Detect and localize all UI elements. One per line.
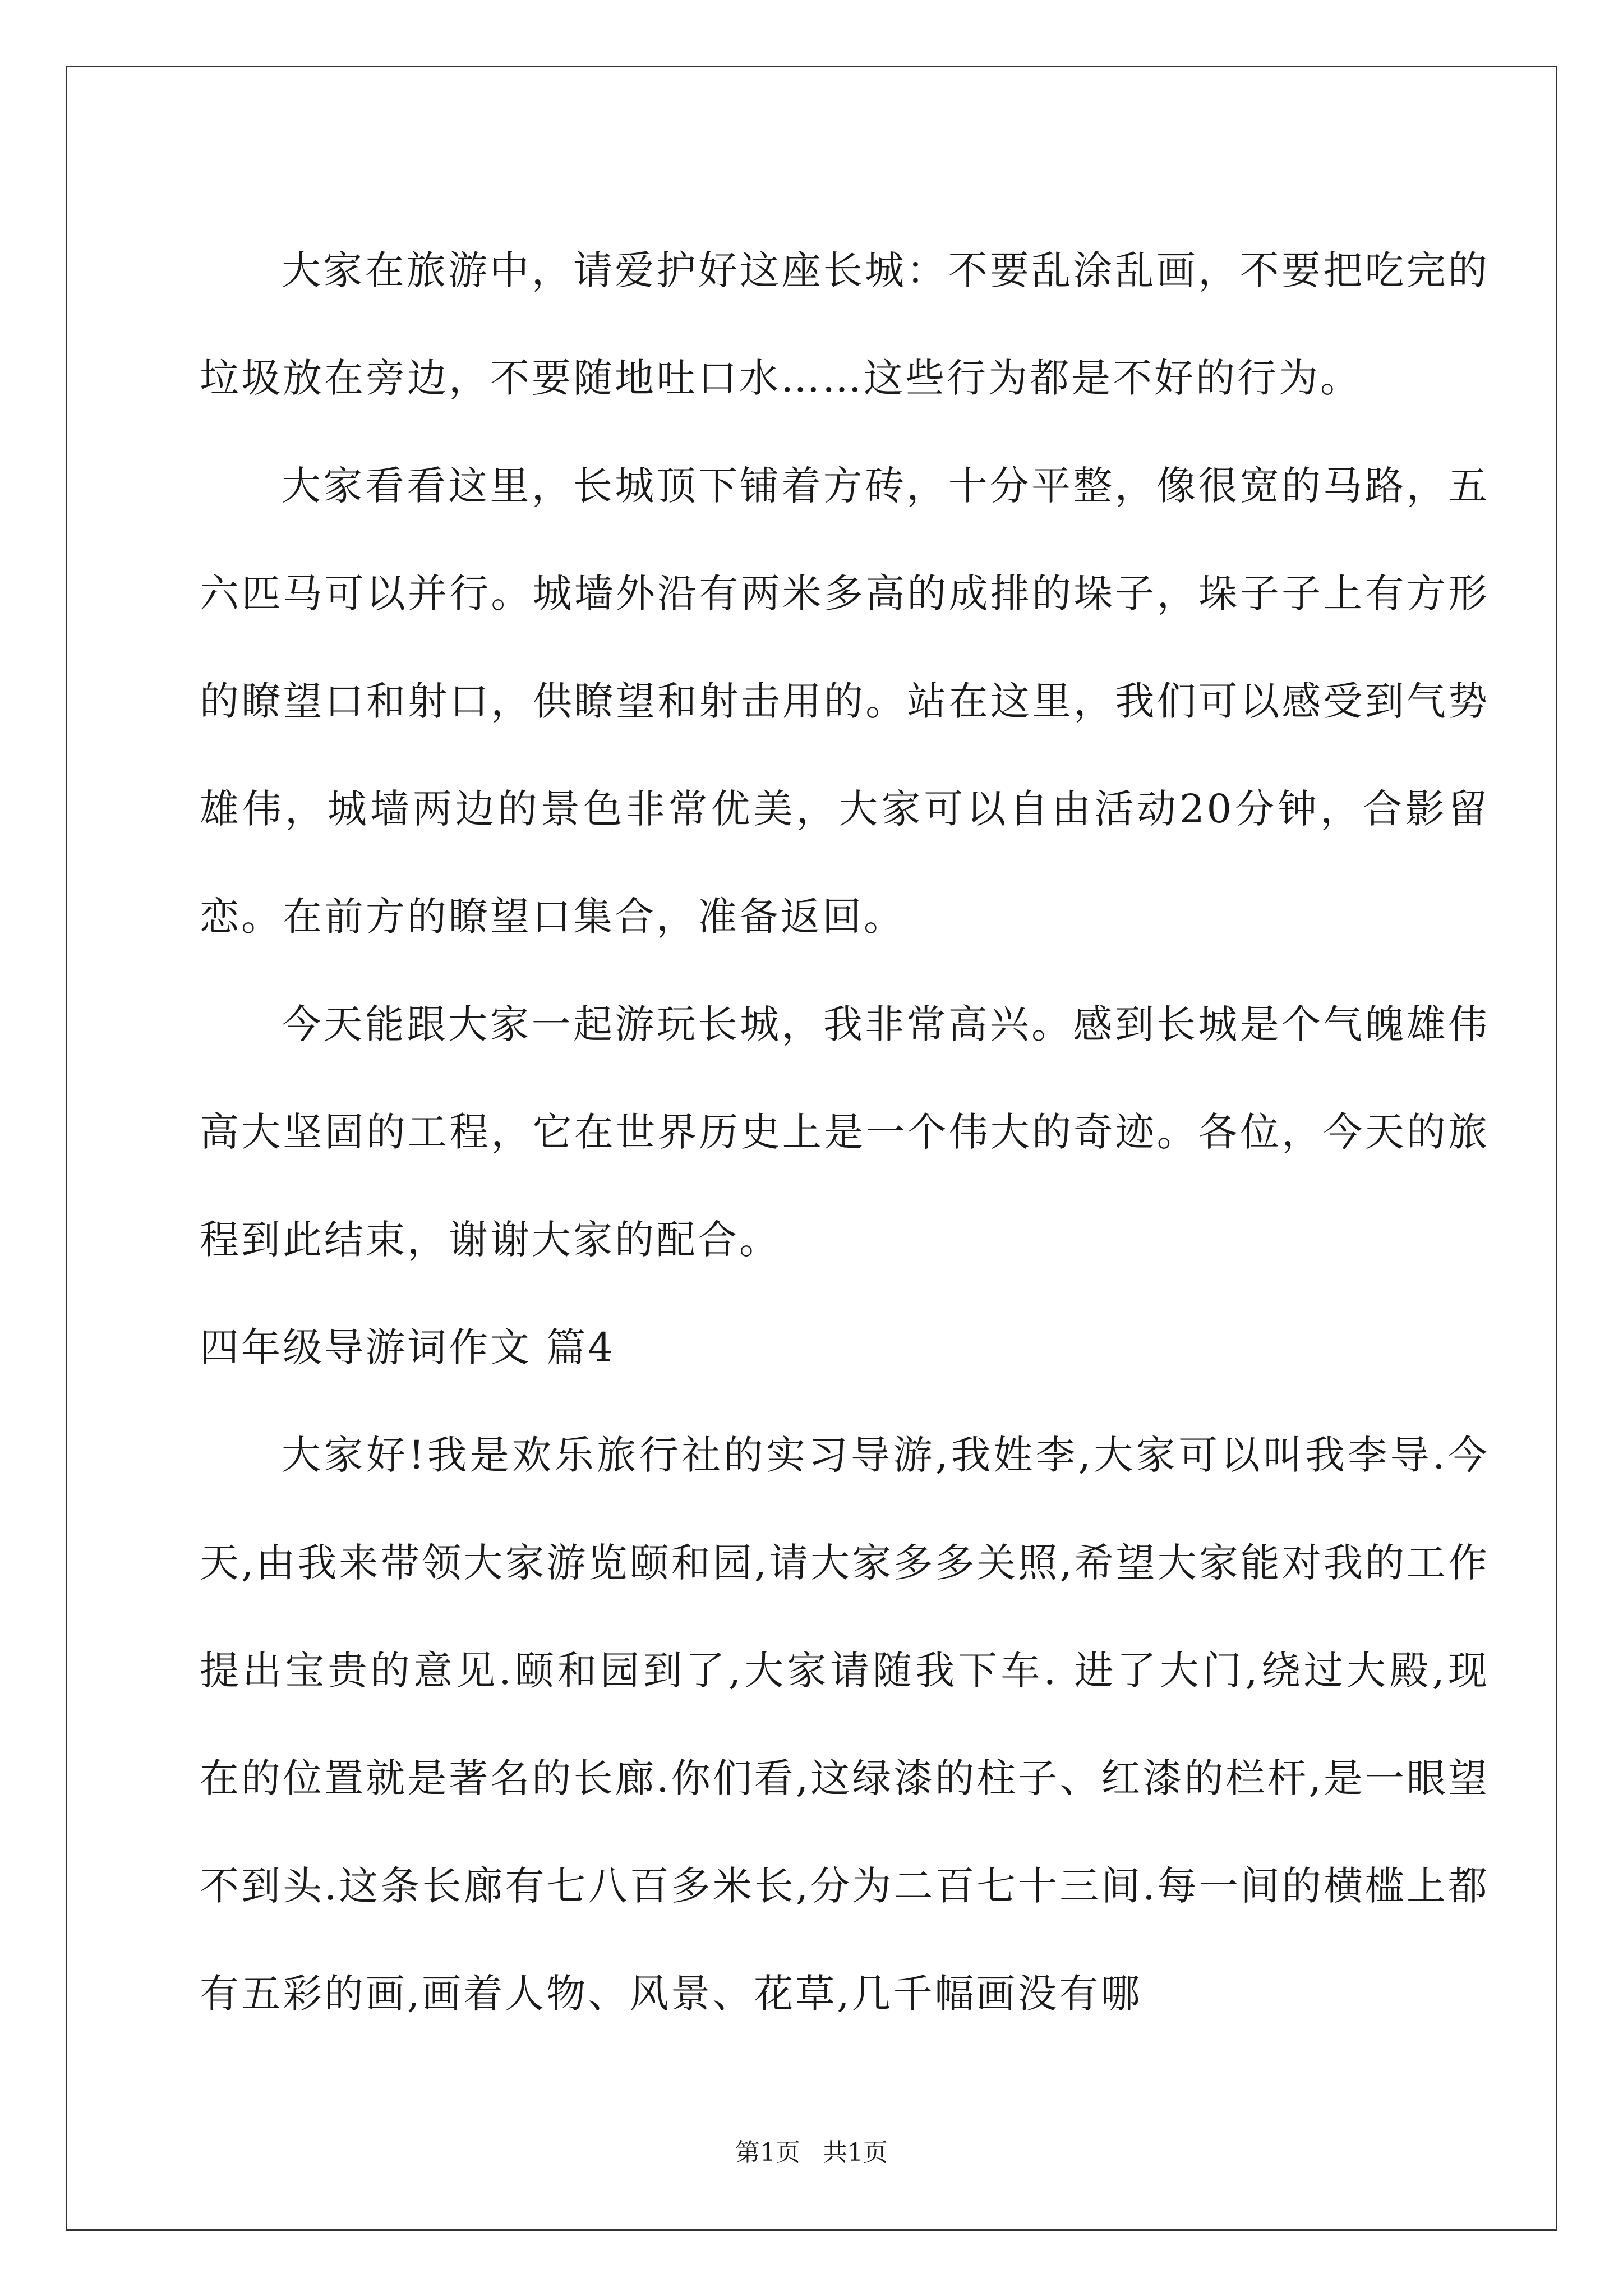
paragraph: 大家在旅游中，请爱护好这座长城：不要乱涂乱画，不要把吃完的垃圾放在旁边，不要随地吐口水……这些行为都是不好的行为。: [200, 247, 1490, 401]
document-body: [200, 217, 1490, 2047]
page-footer: [0, 2136, 1623, 2170]
section-heading: 四年级导游词作文 篇4: [200, 1324, 615, 1370]
page-total: 共1页: [823, 2138, 888, 2167]
paragraph: 今天能跟大家一起游玩长城，我非常高兴。感到长城是个气魄雄伟高大坚固的工程，它在世界历史上是一个伟大的奇迹。各位，今天的旅程到此结束，谢谢大家的配合。: [200, 1001, 1490, 1263]
paragraph: 大家好!我是欢乐旅行社的实习导游,我姓李,大家可以叫我李导.今天,由我来带领大家游览颐和园,请大家多多关照,希望大家能对我的工作提出宝贵的意见.颐和园到了,大家请随我下车. 进了大门,绕过大殿,现在的位置就是著名的长廊.你们看,这绿漆的柱子、红漆的栏杆,是一眼望不到头.这条长廊有七八百多米长,分为二百七十三间.每一间的横槛上都有五彩的画,画着人物、风景、花草,几千幅画没有哪: [200, 1432, 1490, 2017]
page-number: 第1页: [735, 2138, 800, 2167]
paragraph: 大家看看这里，长城顶下铺着方砖，十分平整，像很宽的马路，五六匹马可以并行。城墙外沿有两米多高的成排的垛子，垛子子上有方形的瞭望口和射口，供瞭望和射击用的。站在这里，我们可以感受到气势雄伟，城墙两边的景色非常优美，大家可以自由活动20分钟，合影留恋。在前方的瞭望口集合，准备返回。: [200, 463, 1490, 940]
